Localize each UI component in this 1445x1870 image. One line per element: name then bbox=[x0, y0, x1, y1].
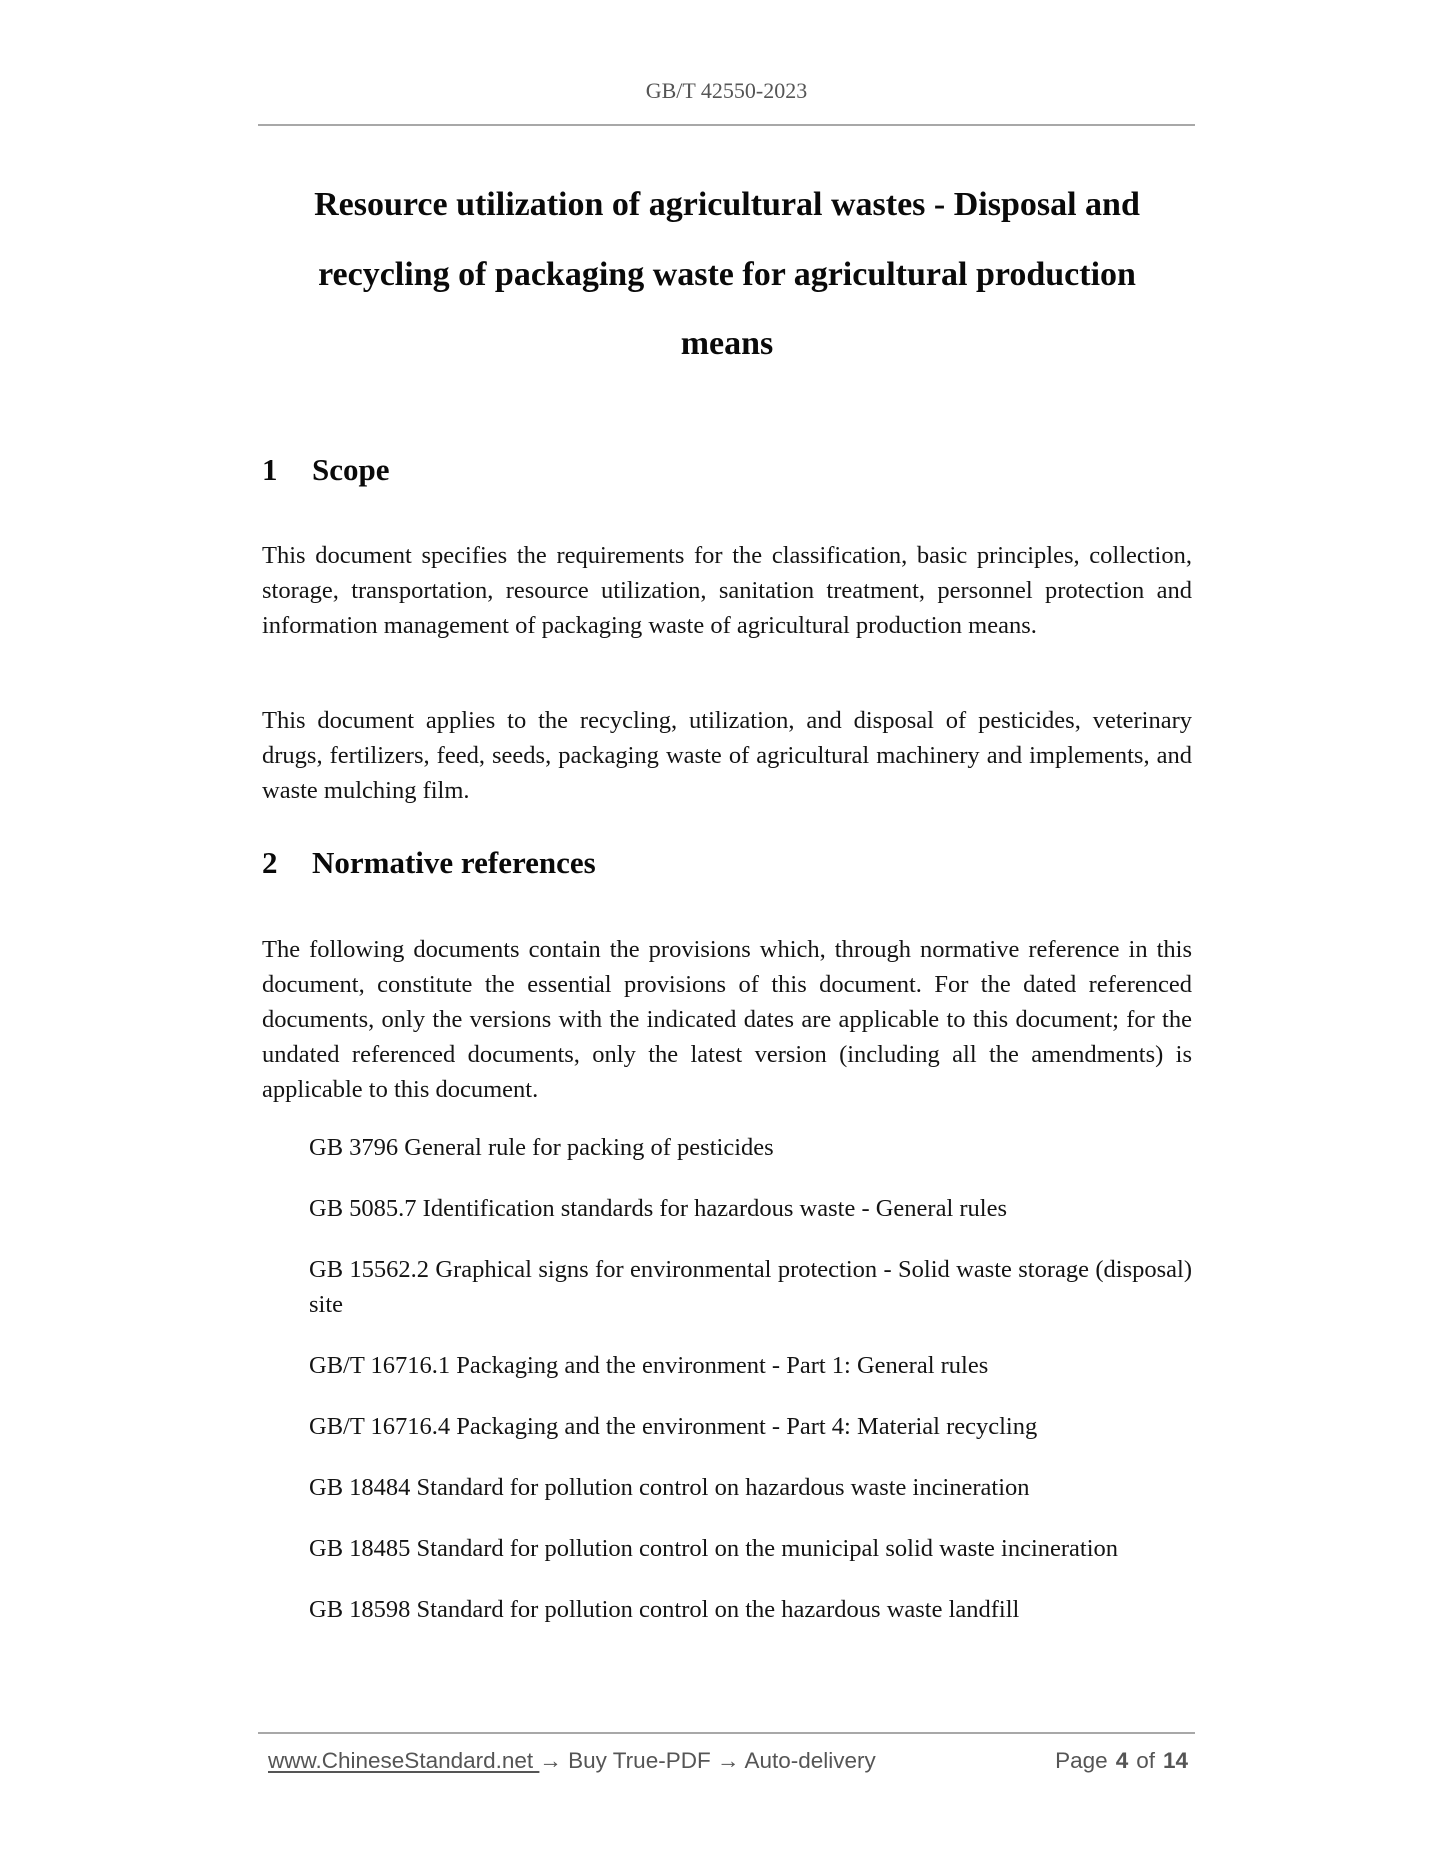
chinesestandard-link[interactable]: www.ChineseStandard.net bbox=[268, 1748, 540, 1773]
footer-promo bbox=[268, 1748, 876, 1774]
auto-delivery-text: Auto-delivery bbox=[739, 1748, 876, 1773]
section-title: Scope bbox=[312, 452, 390, 487]
page-number bbox=[1055, 1748, 1188, 1774]
reference-item: GB 5085.7 Identification standards for hazardous waste - General rules bbox=[309, 1195, 1008, 1222]
arrow-right-icon: → bbox=[716, 1748, 740, 1773]
page-footer bbox=[268, 1748, 1188, 1780]
section-heading-scope bbox=[262, 452, 390, 488]
document-title bbox=[262, 170, 1192, 379]
reference-item: GB/T 16716.1 Packaging and the environment - Part 1: General rules bbox=[309, 1352, 989, 1379]
section-heading-normative-references bbox=[262, 845, 596, 881]
title-line-2: recycling of packaging waste for agricultural production bbox=[318, 255, 1136, 293]
scope-paragraph-1: This document specifies the requirements for the classification, basic principles, collection, storage, transportation, resource utilization, sanitation treatment, personnel protection and information management of packaging waste of agricultural production means. bbox=[262, 542, 1192, 639]
current-page: 4 bbox=[1115, 1748, 1129, 1773]
title-line-3: means bbox=[680, 325, 774, 362]
reference-item: GB 18598 Standard for pollution control on the hazardous waste landfill bbox=[309, 1596, 1020, 1623]
arrow-right-icon: → bbox=[539, 1748, 562, 1773]
reference-item: GB 15562.2 Graphical signs for environmental protection - Solid waste storage (disposal) site bbox=[309, 1256, 1192, 1318]
section-title: Normative references bbox=[312, 845, 596, 880]
scope-paragraph-2: This document applies to the recycling, utilization, and disposal of pesticides, veterinary drugs, fertilizers, feed, seeds, packaging waste of agricultural machinery and implements, and waste mulching film. bbox=[262, 707, 1192, 804]
total-pages: 14 bbox=[1162, 1748, 1188, 1773]
reference-list bbox=[309, 1130, 1192, 1653]
title-line-1: Resource utilization of agricultural wastes - Disposal and bbox=[314, 186, 1140, 223]
reference-item: GB 18484 Standard for pollution control on hazardous waste incineration bbox=[309, 1474, 1030, 1501]
reference-item: GB 18485 Standard for pollution control on the municipal solid waste incineration bbox=[309, 1535, 1119, 1562]
section-number: 1 bbox=[262, 452, 278, 487]
buy-true-pdf-text: Buy True-PDF bbox=[561, 1748, 717, 1773]
reference-item: GB/T 16716.4 Packaging and the environment - Part 4: Material recycling bbox=[309, 1413, 1038, 1440]
footer-divider bbox=[258, 1732, 1195, 1734]
section-number: 2 bbox=[262, 845, 278, 880]
header-divider bbox=[258, 124, 1195, 126]
page-header: GB/T 42550-2023 bbox=[645, 78, 808, 103]
normative-references-intro: The following documents contain the provisions which, through normative reference in this document, constitute the essential provisions of this document. For the dated referenced documents, only the versions with the indicated dates are applicable to this document; for the undated referenced documents, only the latest version (including all the amendments) is applicable to this document. bbox=[262, 936, 1192, 1103]
page-label: Page bbox=[1055, 1748, 1108, 1773]
of-label: of bbox=[1136, 1748, 1155, 1773]
reference-item: GB 3796 General rule for packing of pesticides bbox=[309, 1134, 774, 1161]
